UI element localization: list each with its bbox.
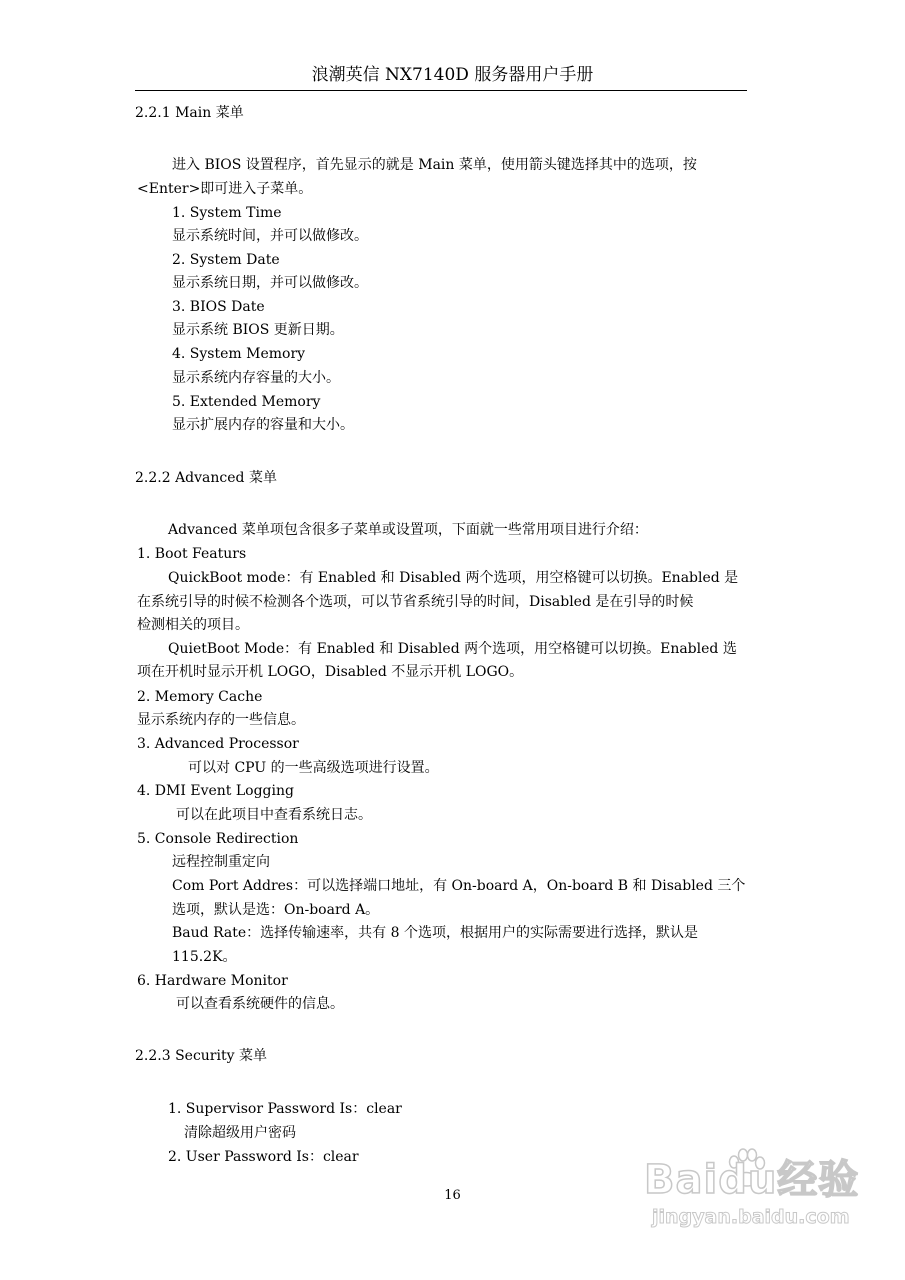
paragraph-line: 在系统引导的时候不检测各个选项，可以节省系统引导的时间，Disabled 是在引导的时候 bbox=[137, 594, 694, 610]
paragraph-line: 115.2K。 bbox=[172, 949, 237, 965]
list-item-title: 6. Hardware Monitor bbox=[137, 973, 288, 989]
list-item-title: 2. System Date bbox=[172, 252, 280, 268]
list-item-description: 可以在此项目中查看系统日志。 bbox=[176, 807, 372, 823]
paragraph-line: 检测相关的项目。 bbox=[137, 617, 249, 633]
list-item-title: 5. Console Redirection bbox=[137, 831, 299, 847]
paragraph-line: Com Port Addres：可以选择端口地址，有 On-board A，On-board B 和 Disabled 三个 bbox=[172, 878, 746, 894]
section-heading-security-menu: 2.2.3 Security 菜单 bbox=[135, 1048, 267, 1064]
paragraph-line: <Enter>即可进入子菜单。 bbox=[137, 181, 313, 197]
list-item-title: 5. Extended Memory bbox=[172, 394, 321, 410]
paragraph-line: 选项，默认是选：On-board A。 bbox=[172, 902, 380, 918]
list-item-description: 可以对 CPU 的一些高级选项进行设置。 bbox=[188, 760, 439, 776]
list-item-description: 显示系统日期，并可以做修改。 bbox=[172, 275, 368, 291]
header-rule bbox=[135, 90, 747, 91]
watermark-url: jingyan.baidu.com bbox=[652, 1206, 850, 1228]
list-item-title: 2. User Password Is：clear bbox=[168, 1149, 359, 1165]
list-item-description: 显示系统时间，并可以做修改。 bbox=[172, 228, 368, 244]
list-item-title: 1. Boot Featurs bbox=[137, 546, 247, 562]
paragraph-line: QuickBoot mode：有 Enabled 和 Disabled 两个选项，用空格键可以切换。Enabled 是 bbox=[168, 570, 739, 586]
list-item-title: 1. Supervisor Password Is：clear bbox=[168, 1101, 402, 1117]
section-heading-advanced-menu: 2.2.2 Advanced 菜单 bbox=[135, 470, 277, 486]
list-item-title: 2. Memory Cache bbox=[137, 689, 263, 705]
list-item-description: 显示系统内存的一些信息。 bbox=[137, 712, 305, 728]
paragraph-line: Baud Rate：选择传输速率，共有 8 个选项，根据用户的实际需要进行选择，默认是 bbox=[172, 925, 698, 941]
paragraph-line: 项在开机时显示开机 LOGO，Disabled 不显示开机 LOGO。 bbox=[137, 664, 524, 680]
watermark-logo-text: Baidu经验 bbox=[644, 1157, 860, 1203]
list-item-title: 1. System Time bbox=[172, 205, 282, 221]
paragraph-line: 进入 BIOS 设置程序，首先显示的就是 Main 菜单，使用箭头键选择其中的选项，按 bbox=[172, 157, 697, 173]
list-item-title: 3. BIOS Date bbox=[172, 299, 265, 315]
page-number: 16 bbox=[444, 1188, 461, 1203]
paragraph-line: QuietBoot Mode：有 Enabled 和 Disabled 两个选项，用空格键可以切换。Enabled 选 bbox=[168, 641, 737, 657]
list-item-description: 远程控制重定向 bbox=[172, 854, 270, 870]
paragraph-line: Advanced 菜单项包含很多子菜单或设置项，下面就一些常用项目进行介绍： bbox=[168, 522, 648, 538]
list-item-description: 显示系统 BIOS 更新日期。 bbox=[172, 322, 344, 338]
list-item-title: 4. DMI Event Logging bbox=[137, 783, 294, 799]
list-item-title: 4. System Memory bbox=[172, 346, 306, 362]
section-heading-main-menu: 2.2.1 Main 菜单 bbox=[135, 105, 244, 121]
list-item-description: 显示系统内存容量的大小。 bbox=[172, 370, 340, 386]
list-item-description: 显示扩展内存的容量和大小。 bbox=[172, 417, 354, 433]
page-header-title: 浪潮英信 NX7140D 服务器用户手册 bbox=[311, 65, 594, 85]
list-item-description: 可以查看系统硬件的信息。 bbox=[176, 996, 344, 1012]
list-item-title: 3. Advanced Processor bbox=[137, 736, 299, 752]
baidu-jingyan-watermark bbox=[638, 1148, 858, 1248]
list-item-description: 清除超级用户密码 bbox=[184, 1125, 296, 1141]
